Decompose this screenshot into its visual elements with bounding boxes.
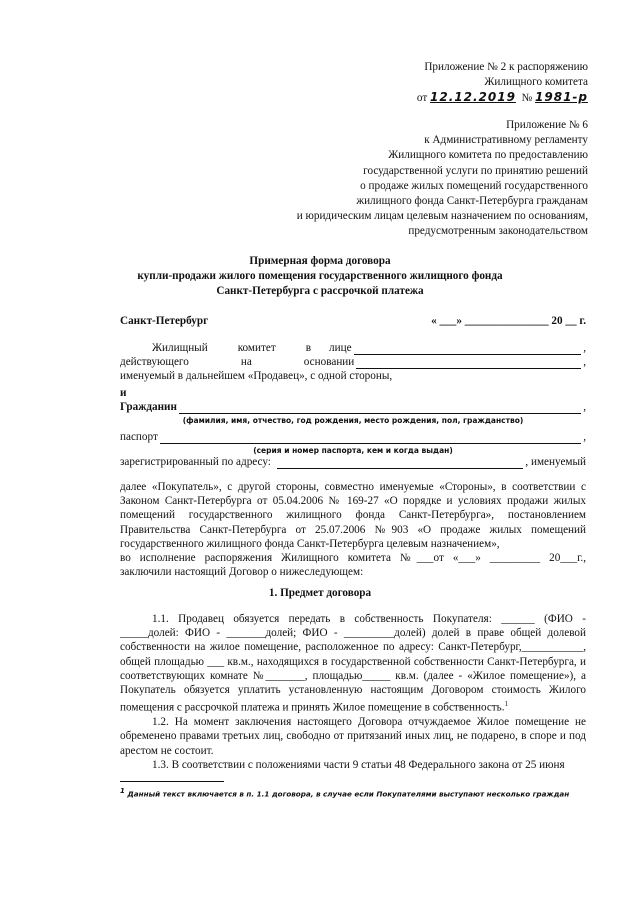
registered-row-wrap [120, 455, 586, 469]
address-blank [277, 458, 523, 469]
title-line-1: Примерная форма договора [249, 255, 391, 267]
title-line-2: купли-продажи жилого помещения государственного жилищного фонда [137, 270, 503, 282]
footnote-divider [120, 781, 224, 782]
concluded-line: заключили настоящий Договор о нижеследующем: [120, 566, 364, 579]
citizen-blank [179, 403, 581, 414]
city-date-row [120, 314, 586, 328]
footnote-text: Данный текст включается в п. 1.1 договора, в случае если Покупателями выступают несколько граждан [127, 789, 570, 799]
named-text: , именуемый [525, 456, 586, 468]
annex6-line: Жилищного комитета по предоставлению [388, 149, 588, 162]
annex6-line: государственной услуги по принятию решений [363, 164, 588, 177]
appendix-line-1: Приложение № 2 к распоряжению [424, 61, 588, 73]
passport-row: паспорт , [120, 431, 586, 444]
document-title [0, 254, 640, 299]
representative-blank [354, 344, 582, 355]
handwritten-number: 1981-р [535, 90, 588, 105]
footnote-mark: 1 [120, 787, 125, 795]
citizen-label: Гражданин [120, 400, 177, 413]
buyer-paragraph: далее «Покупатель», с другой стороны, совместно именуемые «Стороны», в соответствии с Законом Санкт-Петербурга от 05.04.2006 № 169-27 «О порядке и условиях продажи жилых помещений государственного жилищного фонда Санкт-Петербурга», постановлением Правительства Санкт-Петербурга от 25.07.2006 №903 «О продаже жилых помещений государственного жилищного фонда Санкт-Петербурга целевым назначением», [120, 481, 586, 550]
acting-word-3: основании [303, 356, 355, 369]
clause-1-2: 1.2. На момент заключения настоящего Договора отчуждаемое Жилое помещение не обременено правами третьих лиц, свободно от притязаний иных лиц, не подарено, в споре и под арестом не состоит. [120, 716, 586, 757]
passport-blank [160, 433, 581, 444]
committee-row: Жилищный комитет в лице , [152, 342, 586, 354]
section-1-body [120, 612, 586, 772]
annex6-line: Приложение № 6 [506, 119, 588, 131]
order-line: во исполнение распоряжения Жилищного комитета №___от «___» _________ 20___г., [120, 552, 586, 565]
section-1-heading: 1. Предмет договора [268, 587, 372, 599]
annex6-line: жилищного фонда Санкт-Петербурга гражданам [356, 195, 588, 208]
title-line-3: Санкт-Петербурга с рассрочкой платежа [216, 285, 424, 297]
seller-line: именуемый в дальнейшем «Продавец», с одной стороны, [120, 370, 393, 383]
and-word: и [120, 386, 127, 399]
acting-word-2: на [240, 356, 252, 369]
parties-block [120, 341, 586, 459]
passport-caption: (серия и номер паспорта, кем и когда выдан) [253, 446, 453, 456]
acting-row: действующего на основании , [120, 356, 586, 369]
annex6-line: и юридическим лицам целевым назначением по основаниям, [296, 210, 588, 223]
footnote [120, 787, 569, 798]
registered-row [120, 455, 586, 469]
registered-label: зарегистрированный по адресу: [120, 456, 271, 468]
passport-label: паспорт [120, 431, 158, 444]
handwritten-date: 12.12.2019 [430, 90, 516, 105]
number-prefix: № [521, 92, 533, 105]
citizen-caption: (фамилия, имя, отчество, год рождения, место рождения, пол, гражданство) [182, 416, 524, 426]
citizen-row: Гражданин , [120, 400, 586, 413]
committee-word-4: лице [329, 342, 352, 354]
city: Санкт-Петербург [120, 315, 209, 327]
basis-blank [356, 358, 581, 369]
annex6-line: к Административному регламенту [424, 134, 588, 147]
date-prefix: от [416, 92, 428, 105]
clause-1-1: 1.1. Продавец обязуется передать в собственность Покупателя: ______ (ФИО - _____долей: ФИО - _______долей; ФИО - _________долей) долей в праве общей долевой собственности на жилое помещение, расположенное по адресу: Санкт-Петербург,___________, общей площадью ___ кв.м., находящихся в государственной собственности Санкт-Петербурга, и соответствующих комнате №_______, площадью_____ кв.м. (далее - «Жилое помещение»), а Покупатель обязуется уплатить установленную настоящим Договором стоимость Жилого помещения с рассрочкой платежа и принять Жилое помещение в собственность.$^1$ [120, 613, 586, 714]
annex6-line: о продаже жилых помещений государственного [360, 179, 588, 192]
annex6-line: предусмотренным законодательством [408, 225, 588, 238]
annex6-block [297, 118, 588, 240]
appendix-block [417, 60, 588, 107]
committee-word-2: комитет [237, 342, 276, 354]
footnote-ref: 1 [504, 700, 509, 709]
appendix-line-2: Жилищного комитета [484, 76, 588, 89]
acting-word-1: действующего [120, 356, 189, 369]
appendix-date-line [417, 90, 588, 106]
committee-word-1: Жилищный [152, 342, 208, 354]
buyer-block [120, 480, 586, 579]
committee-word-3: в [305, 342, 312, 354]
clause-1-3: 1.3. В соответствии с положениями части 9 статьи 48 Федерального закона от 25 июня [152, 758, 565, 771]
contract-date: « ___» _______________ 20 __ г. [431, 315, 586, 327]
